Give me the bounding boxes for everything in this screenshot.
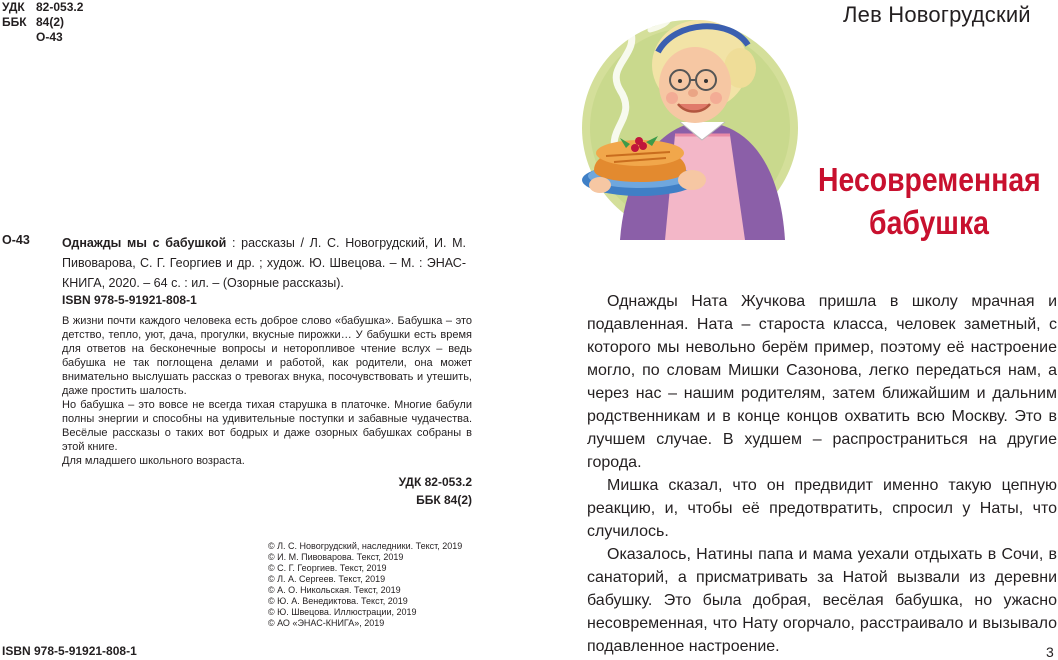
- copyright-line: © Ю. А. Венедиктова. Текст, 2019: [268, 596, 408, 606]
- copyright-line: © Л. С. Новогрудский, наследники. Текст, 2019: [268, 541, 463, 551]
- annotation-age: Для младшего школьного возраста.: [62, 455, 245, 467]
- udk-value: 82-053.2: [36, 0, 84, 14]
- catalog-top: [2, 0, 83, 45]
- copyright-line: © Ю. Швецова. Иллюстрации, 2019: [268, 607, 417, 617]
- story-title: [818, 158, 1040, 244]
- author-code: О-43: [36, 30, 63, 44]
- story-paragraph: Однажды Ната Жучкова пришла в школу мрачная и подавленная. Ната – староста класса, человек заметный, с которого мы невольно берём пример, поэтому её настроение могло, по словам Мишки Сазонова, легко передаться нам, а через нас – нашим родителям, затем ближайшим и дальним родственникам и в конце концов охватить всю Москву. Это в лучшем случае. В худшем – распространиться на другие города.: [587, 293, 1057, 471]
- story-title-line: бабушка: [869, 204, 989, 241]
- annotation-paragraph: Но бабушка – это вовсе не всегда тихая старушка в платочке. Многие бабули полны энергии и способны на удивительные поступки и забавные чудачества. Весёлые рассказы о таких вот бодрых и даже озорных бабушках собраны в этой книге.: [62, 399, 472, 453]
- bbk-bottom: ББК 84(2): [416, 493, 472, 507]
- catalog-entry-text: [62, 233, 466, 293]
- copyright-line: © А. О. Никольская. Текст, 2019: [268, 585, 401, 595]
- story-title-line: Несовременная: [818, 161, 1041, 198]
- annotation-paragraph: В жизни почти каждого человека есть доброе слово «бабушка». Бабушка – это детство, тепло, уют, дача, прогулки, вкусные пирожки… У бабушки есть время для ответов на бесконечные вопросы и неторопливое чтение вслух – ведь бабушка не так поглощена делами и работой, как родители, она может внимательно выслушать рассказ о тревогах внука, посочувствовать и утешить, даже простить шалость.: [62, 315, 472, 397]
- catalog-bottom: [380, 473, 472, 509]
- copyright-list: [268, 541, 462, 629]
- catalog-entry-title: Однажды мы с бабушкой: [62, 236, 227, 250]
- story-paragraph: Оказалось, Натины папа и мама уехали отдыхать в Сочи, в санаторий, а присматривать за Натой вызвали из деревни бабушку. Это была добрая, весёлая бабушка, но ужасно несовременная, что Нату огорчало, расстраивало и вызывало подавленное настроение.: [587, 546, 1057, 655]
- bbk-label: ББК: [2, 15, 27, 29]
- story-text: [587, 290, 1057, 658]
- grandma-illustration: [580, 10, 805, 240]
- copyright-line: © И. М. Пивоварова. Текст, 2019: [268, 552, 404, 562]
- copyright-line: © Л. А. Сергеев. Текст, 2019: [268, 574, 386, 584]
- story-paragraph: Мишка сказал, что он предвидит именно такую цепную реакцию, и, чтобы её предотвратить, спросил у Наты, что случилось.: [587, 477, 1057, 540]
- catalog-entry-rest: : рассказы / Л. С. Новогрудский, И. М. Пивоварова, С. Г. Георгиев и др. ; худож. Ю. Швецова. – М. : ЭНАС-КНИГА, 2020. – 64 с. : ил. – (Озорные рассказы).: [62, 236, 467, 290]
- copyright-line: © С. Г. Георгиев. Текст, 2019: [268, 563, 387, 573]
- isbn-bottom: ISBN 978-5-91921-808-1: [2, 644, 137, 658]
- annotation: [62, 314, 472, 468]
- bbk-value: 84(2): [36, 15, 65, 29]
- catalog-entry-code: О-43: [2, 233, 30, 247]
- author-name: Лев Новогрудский: [843, 2, 1031, 27]
- copyright-line: © АО «ЭНАС-КНИГА», 2019: [268, 618, 385, 628]
- udk-label: УДК: [2, 0, 25, 14]
- udk-bottom: УДК 82-053.2: [398, 475, 472, 489]
- page-number: 3: [1046, 644, 1054, 660]
- catalog-isbn: ISBN 978-5-91921-808-1: [62, 293, 197, 307]
